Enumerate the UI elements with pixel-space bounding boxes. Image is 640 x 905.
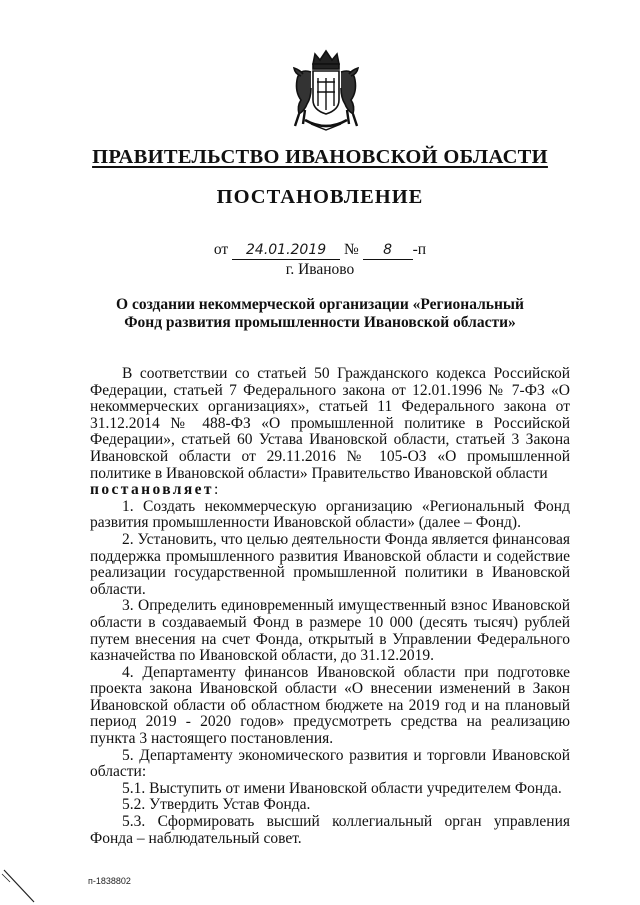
decree-colon: :: [213, 481, 219, 499]
document-date: 24.01.2019: [232, 242, 340, 260]
item-paragraph: 4. Департаменту финансов Ивановской области при подготовке проекта закона Ивановской области «О внесении изменений в Закон Ивановской области об областном бюджете на 2019 год и на плановый период 2019 - 2020 годов» предусмотреть средства на реализацию пункта 3 настоящего постановления.: [90, 663, 570, 748]
item-paragraph: 1. Создать некоммерческую организацию «Региональный Фонд развития промышленности Ивановской области» (далее – Фонд).: [90, 497, 570, 532]
item-paragraph: 3. Определить единовременный имущественный взнос Ивановской области в создаваемый Фонд в размере 10 000 (десять тысяч) рублей путем внесения на счет Фонда, открытый в Управлении Федерального казначейства по Ивановской области, до 31.12.2019.: [90, 597, 570, 665]
date-prefix: от: [213, 241, 229, 258]
preamble-paragraph: [90, 366, 570, 482]
footer-document-code: п-1838802: [88, 876, 131, 886]
decree-word: постановляет: [90, 481, 214, 499]
document-type: ПОСТАНОВЛЕНИЕ: [216, 186, 424, 208]
preamble-text: В соответствии со статьей 50 Гражданского кодекса Российской Федерации, статьей 7 Федерального закона от 12.01.1996 № 7-ФЗ «О некоммерческих организациях», статьей 11 Федерального закона от 31.12.2014 № 488-ФЗ «О промышленной политике в Российской Федерации», статьей 60 Устава Ивановской области, статьей 3 Закона Ивановской области от 29.11.2016 № 105-ОЗ «О промышленной политике в Ивановской области» Правительство Ивановской области: [90, 365, 570, 482]
city: г. Иваново: [285, 261, 355, 278]
document-subject: [60, 296, 580, 332]
subject-line: О создании некоммерческой организации «Региональный: [116, 296, 524, 313]
item-paragraph: 2. Установить, что целью деятельности Фонда является финансовая поддержка промышленного развития Ивановской области и содействие реализации государственной промышленной политики в Ивановской области.: [90, 530, 570, 598]
date-number-line: [0, 241, 640, 260]
item-paragraph: 5.2. Утвердить Устав Фонда.: [122, 796, 311, 814]
item-paragraph: 5.1. Выступить от имени Ивановской области учредителем Фонда.: [122, 779, 562, 797]
document-body: [90, 366, 570, 847]
item-paragraph: 5. Департаменту экономического развития и торговли Ивановской области:: [90, 746, 570, 781]
ivanovo-coat-of-arms-icon: [291, 48, 361, 134]
item-paragraph: 5.3. Сформировать высший коллегиальный орган управления Фонда – наблюдательный совет.: [90, 813, 570, 847]
scan-mark-icon: [0, 868, 40, 905]
government-title: ПРАВИТЕЛЬСТВО ИВАНОВСКОЙ ОБЛАСТИ: [92, 146, 548, 168]
decree-line: [90, 482, 570, 499]
number-suffix: -п: [412, 241, 427, 258]
document-number: 8: [363, 242, 413, 260]
subject-line: Фонд развития промышленности Ивановской области»: [124, 314, 516, 331]
number-label: №: [343, 241, 359, 258]
